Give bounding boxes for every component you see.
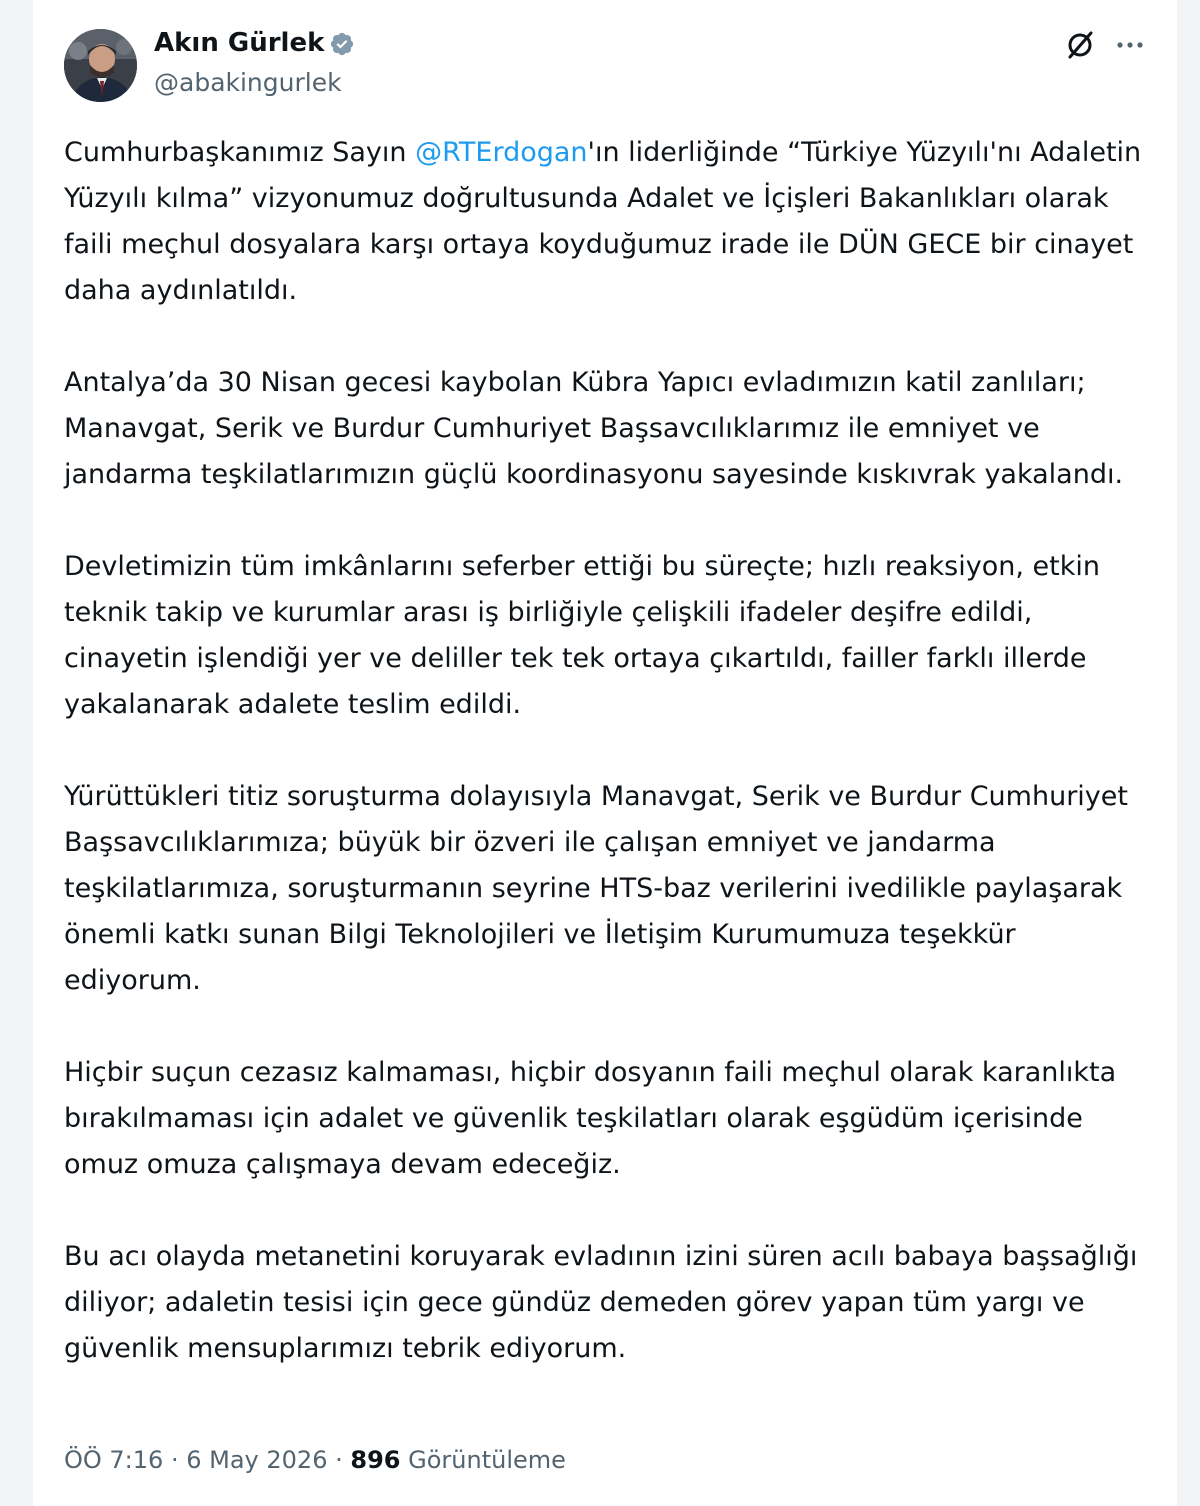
post-paragraph-3: Devletimizin tüm imkânlarını seferber ettiği bu süreçte; hızlı reaksiyon, etkin teknik takip ve kurumlar arası iş birliğiyle çelişkili ifadeler deşifre edildi, cinayetin işlendiği yer ve deliller tek tek ortaya çıkartıldı, failler farklı illerde yakalanarak adalete teslim edildi.	[64, 551, 1100, 720]
post-text	[64, 130, 1159, 1418]
post-paragraph-6: Bu acı olayda metanetini koruyarak evladının izini süren acılı babaya başsağlığı diliyor; adaletin tesisi için gece gündüz demeden görev yapan tüm yargı ve güvenlik mensuplarımızı tebrik ediyorum.	[64, 1241, 1138, 1364]
grok-slash-circle-icon[interactable]	[1065, 30, 1095, 60]
author-display-name[interactable]: Akın Gürlek	[154, 28, 325, 58]
more-dots-icon[interactable]	[1115, 33, 1145, 57]
verified-badge-icon	[329, 31, 355, 57]
post-paragraph-5: Hiçbir suçun cezasız kalmaması, hiçbir dosyanın faili meçhul olarak karanlıkta bırakılmaması için adalet ve güvenlik teşkilatları olarak eşgüdüm içerisinde omuz omuza çalışmaya devam edeceğiz.	[64, 1057, 1117, 1180]
post-date[interactable]: 6 May 2026	[186, 1446, 328, 1474]
avatar-image	[64, 29, 137, 102]
views-count[interactable]: 896	[350, 1446, 401, 1474]
meta-separator: ·	[170, 1446, 179, 1474]
post-text-segment: 'ın liderliğinde “Türkiye Yüzyılı'nı Adaletin Yüzyılı kılma” vizyonumuz doğrultusunda Adalet ve İçişleri Bakanlıkları olarak faili meçhul dosyalara karşı ortaya koyduğumuz irade ile DÜN GECE bir cinayet daha aydınlatıldı.	[64, 137, 1142, 306]
post-paragraph-4: Yürüttükleri titiz soruşturma dolayısıyla Manavgat, Serik ve Burdur Cumhuriyet Başsavcılıklarımıza; büyük bir özveri ile çalışan emniyet ve jandarma teşkilatlarımıza, soruşturmanın seyrine HTS-baz verilerini ivedilikle paylaşarak önemli katkı sunan Bilgi Teknolojileri ve İletişim Kurumumuza teşekkür ediyorum.	[64, 781, 1128, 996]
post-paragraph-2: Antalya’da 30 Nisan gecesi kaybolan Kübra Yapıcı evladımızın katil zanlıları; Manavgat, Serik ve Burdur Cumhuriyet Başsavcılıklarımız ile emniyet ve jandarma teşkilatlarımızın güçlü koordinasyonu sayesinde kıskıvrak yakalandı.	[64, 367, 1124, 490]
post-text-segment: Cumhurbaşkanımız Sayın	[64, 137, 416, 168]
mention-link[interactable]: @RTErdogan	[415, 137, 588, 168]
avatar[interactable]	[64, 29, 137, 102]
views-label: Görüntüleme	[408, 1446, 566, 1474]
author-handle[interactable]: @abakingurlek	[154, 68, 342, 97]
meta-separator: ·	[335, 1446, 343, 1474]
post-meta	[64, 1444, 566, 1476]
post-card	[32, 0, 1178, 1506]
post-time[interactable]: ÖÖ 7:16	[64, 1446, 164, 1474]
post-paragraph-1	[64, 130, 1159, 314]
